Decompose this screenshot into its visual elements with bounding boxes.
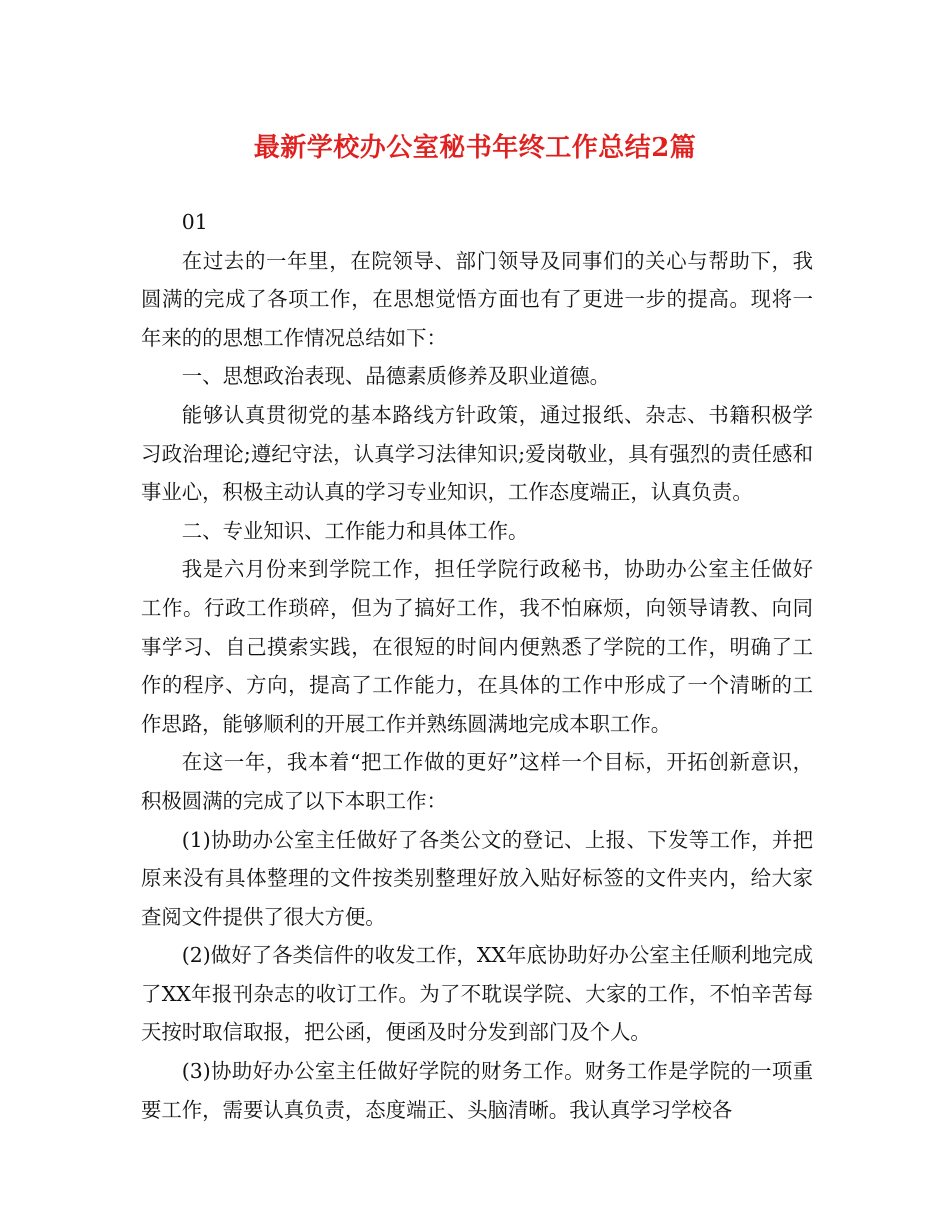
document-body xyxy=(141,203,813,1129)
list-item: (2)做好了各类信件的收发工作，XX年底协助好办公室主任顺利地完成了XX年报刊杂志的收订工作。为了不耽误学院、大家的工作，不怕辛苦每天按时取信取报，把公函，便函及时分发到部门及个人。 xyxy=(141,943,813,1045)
list-item: (1)协助办公室主任做好了各类公文的登记、上报、下发等工作，并把原来没有具体整理的文件按类别整理好放入贴好标签的文件夹内，给大家查阅文件提供了很大方便。 xyxy=(141,827,813,929)
section-number: 01 xyxy=(181,210,208,234)
paragraph: 我是六月份来到学院工作，担任学院行政秘书，协助办公室主任做好工作。行政工作琐碎，但为了搞好工作，我不怕麻烦，向领导请教、向同事学习、自己摸索实践，在很短的时间内便熟悉了学院的工作，明确了工作的程序、方向，提高了工作能力，在具体的工作中形成了一个清晰的工作思路，能够顺利的开展工作并熟练圆满地完成本职工作。 xyxy=(141,557,813,736)
document-title: 最新学校办公室秘书年终工作总结2篇 xyxy=(253,133,697,163)
section-heading: 二、专业知识、工作能力和具体工作。 xyxy=(181,518,529,543)
section-heading: 一、思想政治表现、品德素质修养及职业道德。 xyxy=(181,364,610,389)
list-item: (3)协助好办公室主任做好学院的财务工作。财务工作是学院的一项重要工作，需要认真负责，态度端正、头脑清晰。我认真学习学校各 xyxy=(141,1059,813,1122)
paragraph: 在这一年，我本着“把工作做的更好”这样一个目标，开拓创新意识，积极圆满的完成了以下本职工作： xyxy=(141,750,813,813)
paragraph: 在过去的一年里，在院领导、部门领导及同事们的关心与帮助下，我圆满的完成了各项工作，在思想觉悟方面也有了更进一步的提高。现将一年来的的思想工作情况总结如下： xyxy=(141,248,813,350)
paragraph: 能够认真贯彻党的基本路线方针政策，通过报纸、杂志、书籍积极学习政治理论;遵纪守法，认真学习法律知识;爱岗敬业，具有强烈的责任感和事业心，积极主动认真的学习专业知识，工作态度端正，认真负责。 xyxy=(141,402,813,505)
